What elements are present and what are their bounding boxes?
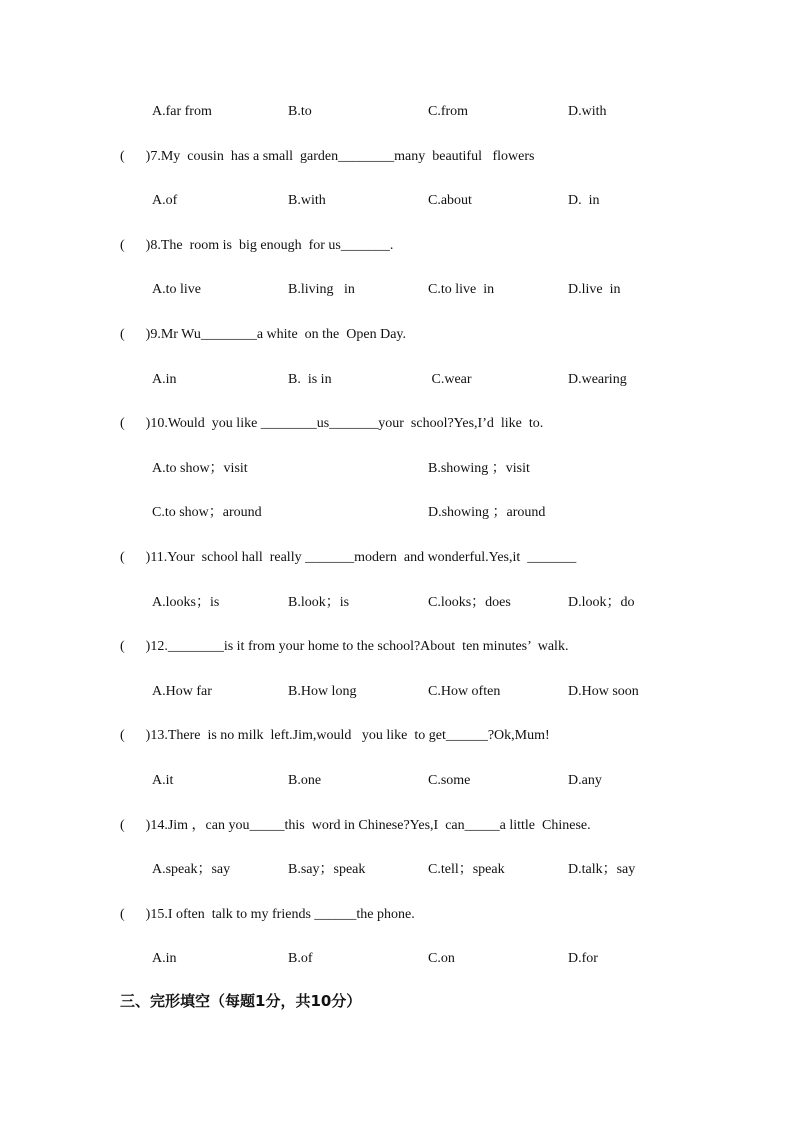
option-b: B.with (288, 193, 326, 208)
option-a: A.it (152, 773, 174, 788)
option-c: C.on (428, 951, 455, 966)
option-a: A.speak；say (152, 862, 231, 877)
option-d: D.with (568, 104, 607, 119)
option-b: B. is in (288, 372, 332, 387)
option-a: A.looks；is (152, 595, 220, 610)
option-a: A.to show；visit (152, 461, 248, 476)
option-b: B.say；speak (288, 862, 366, 877)
option-c: C.tell；speak (428, 862, 505, 877)
question-text: ( )9.Mr Wu________a white on the Open Day. (120, 327, 406, 342)
option-c: C.some (428, 773, 471, 788)
option-d: D.live in (568, 282, 621, 297)
option-d: D. in (568, 193, 600, 208)
question-text: ( )15.I often talk to my friends ______the phone. (120, 907, 415, 922)
option-b: B.look；is (288, 595, 350, 610)
option-c: C.wear (428, 372, 472, 387)
option-a: A.How far (152, 684, 212, 699)
question-text: ( )12.________is it from your home to the school?About ten minutes’ walk. (120, 639, 569, 654)
option-c: C.looks；does (428, 595, 511, 610)
option-a: A.far from (152, 104, 212, 119)
option-b: B.How long (288, 684, 357, 699)
option-c: C.from (428, 104, 469, 119)
question-text: ( )11.Your school hall really _______modern and wonderful.Yes,it _______ (120, 550, 577, 565)
option-b: B.one (288, 773, 322, 788)
section-title: 三、完形填空（每题1分，共10分） (120, 992, 362, 1010)
question-text: ( )10.Would you like ________us_______your school?Yes,I’d like to. (120, 416, 544, 431)
question-text: ( )14.Jim ，can you_____this word in Chinese?Yes,I can_____a little Chinese. (120, 818, 591, 833)
option-b: D.showing ；around (428, 505, 546, 520)
option-a: A.in (152, 951, 177, 966)
option-a: A.of (152, 193, 178, 208)
option-c: C.about (428, 193, 472, 208)
option-d: D.wearing (568, 372, 627, 387)
option-d: D.any (568, 773, 602, 788)
option-c: C.How often (428, 684, 501, 699)
option-b: B.of (288, 951, 313, 966)
option-d: D.How soon (568, 684, 639, 699)
question-text: ( )7.My cousin has a small garden________many beautiful flowers (120, 149, 535, 164)
option-d: D.look；do (568, 595, 635, 610)
question-text: ( )13.There is no milk left.Jim,would you like to get______?Ok,Mum! (120, 728, 550, 743)
option-b: B.showing ；visit (428, 461, 530, 476)
option-b: B.to (288, 104, 312, 119)
option-a: C.to show；around (152, 505, 262, 520)
question-text: ( )8.The room is big enough for us_______. (120, 238, 394, 253)
option-a: A.to live (152, 282, 201, 297)
option-c: C.to live in (428, 282, 495, 297)
option-a: A.in (152, 372, 177, 387)
option-d: D.for (568, 951, 598, 966)
option-d: D.talk；say (568, 862, 636, 877)
option-b: B.living in (288, 282, 355, 297)
